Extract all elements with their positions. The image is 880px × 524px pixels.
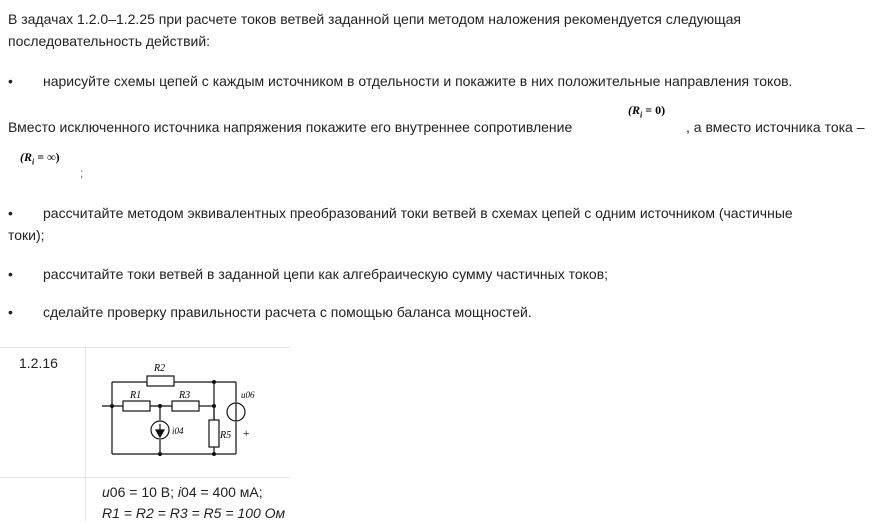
formula-current-source: ($R_i$ = ∞) xyxy=(20,150,60,167)
table-row-divider xyxy=(0,477,290,478)
task-number: 1.2.16 xyxy=(19,355,58,371)
intro-line-2: последовательность действий: xyxy=(8,33,211,49)
resistor-r2 xyxy=(147,376,174,386)
label-i04: i04 xyxy=(172,426,184,436)
circuit-diagram xyxy=(95,352,275,467)
label-r2: R2 xyxy=(154,363,166,374)
bullet-marker: • xyxy=(8,304,13,320)
label-plus: + xyxy=(242,426,251,440)
table-top-border xyxy=(0,347,290,348)
bullet-text-draw-circuits: нарисуйте схемы цепей с каждым источником в отдельности и покажите в них положительные направления токов. xyxy=(43,73,793,89)
bullet-marker: • xyxy=(8,73,13,89)
label-u06: u06 xyxy=(241,390,255,400)
condition-sources: u06 = 10 В; i04 = 400 мА; xyxy=(102,484,263,500)
intro-line-1: В задачах 1.2.0–1.2.25 при расчете токов ветвей заданной цепи методом наложения рекомендуется следующая xyxy=(8,11,741,27)
note-text-part2: , а вместо источника тока – xyxy=(686,119,865,135)
note-semicolon: ; xyxy=(80,166,84,180)
label-r3: R3 xyxy=(179,390,191,401)
bullet-marker: • xyxy=(8,205,13,221)
bullet-marker: • xyxy=(8,266,13,282)
resistor-r5 xyxy=(209,420,219,447)
bullet-text-algebraic-sum: рассчитайте токи ветвей в заданной цепи как алгебраическую сумму частичных токов; xyxy=(43,266,609,282)
label-r1: R1 xyxy=(130,390,142,401)
bullet-text-calc-partial-currents: рассчитайте методом эквивалентных преобразований токи ветвей в схемах цепей с одним источником (частичные xyxy=(43,205,793,221)
resistor-r1 xyxy=(123,401,150,411)
bullet-text-calc-partial-currents-cont: токи); xyxy=(8,227,45,243)
condition-resistances: R1 = R2 = R3 = R5 = 100 Ом xyxy=(102,505,286,521)
formula-voltage-source: $(R_i = 0)$ xyxy=(628,103,666,120)
label-r5: R5 xyxy=(220,430,232,441)
table-column-divider xyxy=(85,347,86,521)
resistor-r3 xyxy=(172,401,199,411)
note-text-part1: Вместо исключенного источника напряжения покажите его внутреннее сопротивление xyxy=(8,119,573,135)
bullet-text-power-balance: сделайте проверку правильности расчета с помощью баланса мощностей. xyxy=(43,304,532,320)
